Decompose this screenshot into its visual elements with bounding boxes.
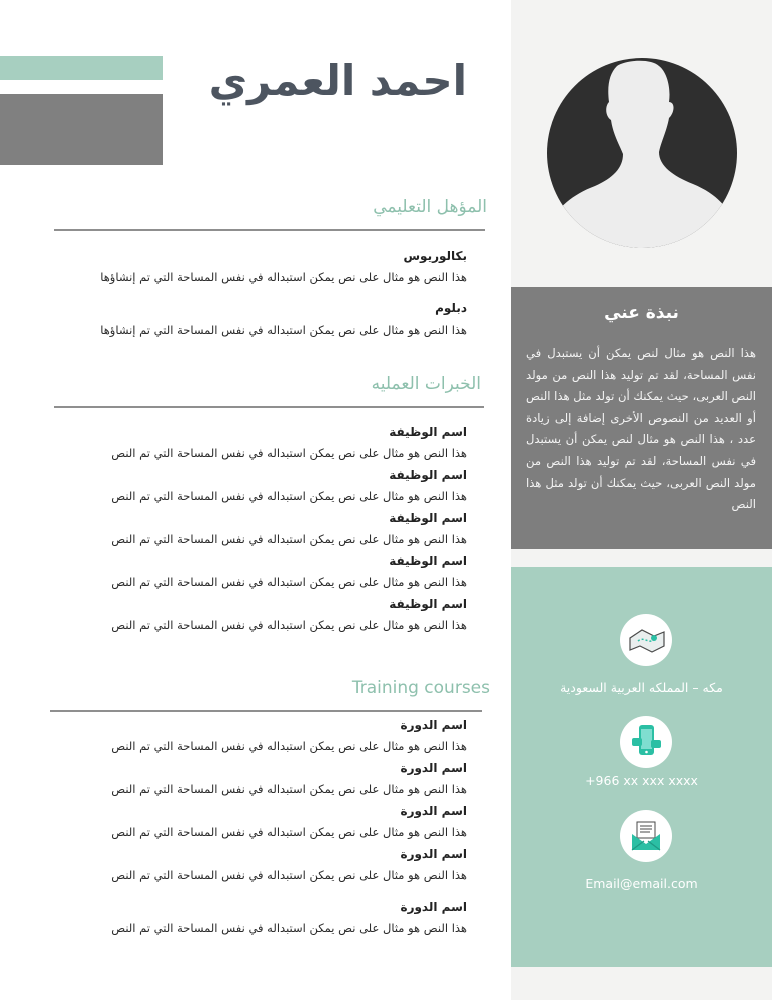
person-name: احمد العمري: [208, 56, 467, 105]
experience-item-title: اسم الوظيفة: [389, 468, 467, 482]
experience-item-text: هذا النص هو مثال على نص يمكن استبداله في نفس المساحة التي تم النص: [111, 575, 467, 589]
about-section: [511, 287, 772, 549]
experience-divider: [54, 406, 484, 408]
course-item-text: هذا النص هو مثال على نص يمكن استبداله في نفس المساحة التي تم النص: [111, 868, 467, 882]
contact-email: Email@email.com: [585, 876, 698, 891]
experience-item-title: اسم الوظيفة: [389, 597, 467, 611]
education-item-text: هذا النص هو مثال على نص يمكن استبداله في نفس المساحة التي تم إنشاؤها: [100, 323, 467, 337]
experience-item-text: هذا النص هو مثال على نص يمكن استبداله في نفس المساحة التي تم النص: [111, 446, 467, 460]
course-item-title: اسم الدورة: [400, 761, 467, 775]
phone-icon: [620, 716, 672, 768]
experience-item-text: هذا النص هو مثال على نص يمكن استبداله في نفس المساحة التي تم النص: [111, 618, 467, 632]
course-item-title: اسم الدورة: [400, 900, 467, 914]
experience-item-title: اسم الوظيفة: [389, 511, 467, 525]
course-item-text: هذا النص هو مثال على نص يمكن استبداله في نفس المساحة التي تم النص: [111, 782, 467, 796]
course-item-text: هذا النص هو مثال على نص يمكن استبداله في نفس المساحة التي تم النص: [111, 825, 467, 839]
decorative-bar-green: [0, 56, 163, 80]
about-text: هذا النص هو مثال لنص يمكن أن يستبدل في نفس المساحة، لقد تم توليد هذا النص من مولد النص العربى، حيث يمكنك أن تولد مثل هذا النص أو العديد من النصوص الأخرى إضافة إلى زيادة عدد ، هذا النص هو مثال لنص يمكن أن يستبدل في نفس المساحة، لقد تم توليد هذا النص من مولد النص العربى، حيث يمكنك أن تولد مثل هذا النص: [526, 346, 756, 512]
experience-item-text: هذا النص هو مثال على نص يمكن استبداله في نفس المساحة التي تم النص: [111, 532, 467, 546]
experience-title: الخبرات العمليه: [371, 374, 481, 394]
person-silhouette-icon: [547, 58, 737, 248]
map-icon: [620, 614, 672, 666]
education-title: المؤهل التعليمي: [373, 197, 487, 217]
course-item-text: هذا النص هو مثال على نص يمكن استبداله في نفس المساحة التي تم النص: [111, 921, 467, 935]
courses-divider: [50, 710, 482, 712]
about-title: نبذة عني: [604, 303, 679, 323]
education-item-text: هذا النص هو مثال على نص يمكن استبداله في نفس المساحة التي تم إنشاؤها: [100, 270, 467, 284]
experience-item-title: اسم الوظيفة: [389, 554, 467, 568]
experience-item-title: اسم الوظيفة: [389, 425, 467, 439]
profile-photo: [547, 58, 737, 248]
education-divider: [54, 229, 485, 231]
course-item-title: اسم الدورة: [400, 718, 467, 732]
education-item-title: بكالوريوس: [403, 249, 467, 263]
course-item-title: اسم الدورة: [400, 804, 467, 818]
course-item-text: هذا النص هو مثال على نص يمكن استبداله في نفس المساحة التي تم النص: [111, 739, 467, 753]
courses-title: Training courses: [351, 678, 490, 698]
email-icon: [620, 810, 672, 862]
decorative-bar-gray: [0, 94, 163, 165]
contact-phone: +966 xx xxx xxxx: [585, 773, 698, 788]
education-item-title: دبلوم: [435, 301, 467, 315]
experience-item-text: هذا النص هو مثال على نص يمكن استبداله في نفس المساحة التي تم النص: [111, 489, 467, 503]
course-item-title: اسم الدورة: [400, 847, 467, 861]
contact-location: مكه – المملكه العربية السعودية: [560, 680, 723, 695]
